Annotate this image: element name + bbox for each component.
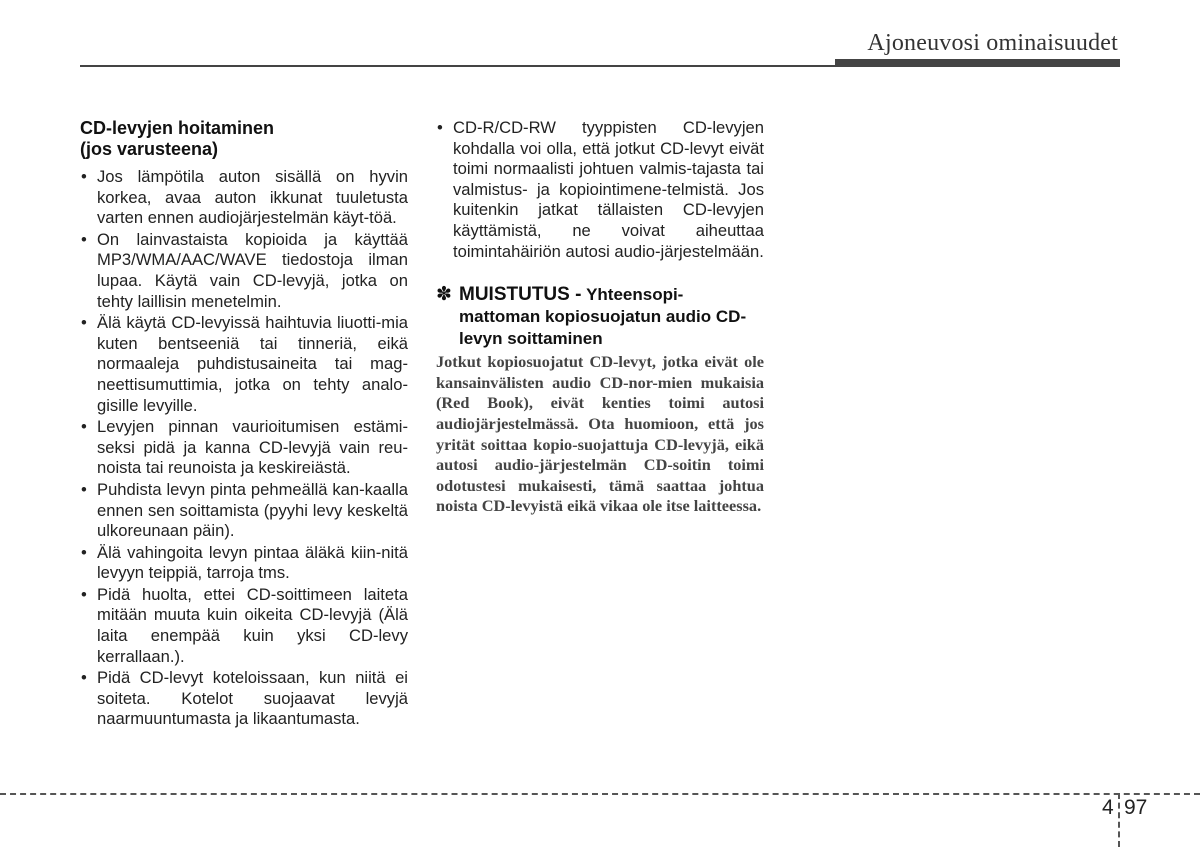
list-item: • Pidä huolta, ettei CD-soittimeen laiteta mitään muuta kuin oikeita CD-levyjä (Älä laita enempää kuin yksi CD-levy kerrallaan.).	[80, 585, 408, 667]
left-column	[80, 118, 408, 731]
section-heading-line2: (jos varusteena)	[80, 139, 219, 159]
list-item: • Levyjen pinnan vaurioitumisen estämi-seksi pidä ja kanna CD-levyjä vain reu-noista tai reunoista ja keskireiästä.	[80, 417, 408, 479]
list-item: • CD-R/CD-RW tyyppisten CD-levyjen kohdalla voi olla, että jotkut CD-levyt eivät toimi normaalisti johtuen valmis-tajasta tai valmistus- ja kopiointimene-telmistä. Jos kuitenkin jatkat tällaisten CD-levyjen käyttämistä, ne voivat aiheuttaa toimintahäiriön autosi audio-järjestelmään.	[436, 118, 764, 262]
footer-divider	[0, 793, 1200, 795]
section-heading	[80, 118, 408, 160]
list-item: • Pidä CD-levyt koteloissaan, kun niitä ei soiteta. Kotelot suojaavat levyjä naarmuuntumasta ja likaantumasta.	[80, 668, 408, 730]
care-instructions-list	[80, 167, 408, 730]
list-item: • On lainvastaista kopioida ja käyttää MP3/WMA/AAC/WAVE tiedostoja ilman lupaa. Käytä vain CD-levyjä, jotka on tehty laillisin menetelmin.	[80, 230, 408, 312]
footer-page-divider	[1118, 793, 1120, 847]
list-item: • Jos lämpötila auton sisällä on hyvin korkea, avaa auton ikkunat tuuletusta varten ennen audiojärjestelmän käyt-töä.	[80, 167, 408, 229]
chapter-number: 4	[1102, 796, 1114, 819]
header-rule-accent	[835, 59, 1120, 67]
section-title: Ajoneuvosi ominaisuudet	[867, 30, 1118, 56]
cd-rw-list	[436, 118, 764, 262]
list-item: • Älä käytä CD-levyissä haihtuvia liuotti-mia kuten bentseeniä tai tinneriä, eikä normaaleja puhdistusaineita tai mag-neettisumuttimia, jotka on tehty analo-gisille levyille.	[80, 313, 408, 416]
note-subtitle: Yhteensopi-mattoman kopiosuojatun audio CD-levyn soittaminen	[459, 285, 747, 349]
note-asterisk-icon: ✽	[436, 284, 452, 306]
section-heading-line1: CD-levyjen hoitaminen	[80, 118, 275, 138]
list-item: • Puhdista levyn pinta pehmeällä kan-kaalla ennen sen soittamista (pyyhi levy keskeltä ulkoreunaan päin).	[80, 480, 408, 542]
note-body: Jotkut kopiosuojatut CD-levyt, jotka eivät ole kansainvälisten audio CD-nor-mien mukaisia (Red Book), eivät kenties toimi autosi audiojärjestelmässä. Ota huomioon, että jos yrität soittaa kopio-suojattuja CD-levyjä, eikä autosi audio-järjestelmän CD-soitin toimi odotustesi mukaisesti, tämä saattaa johtua noista CD-levyistä eikä vikaa ole itse laitteessa.	[436, 352, 764, 516]
note-heading	[436, 284, 764, 350]
page-number-value: 97	[1124, 796, 1148, 819]
right-column	[436, 118, 764, 517]
note-label: MUISTUTUS -	[459, 284, 582, 306]
list-item: • Älä vahingoita levyn pintaa äläkä kiin-nitä levyyn teippiä, tarroja tms.	[80, 543, 408, 584]
